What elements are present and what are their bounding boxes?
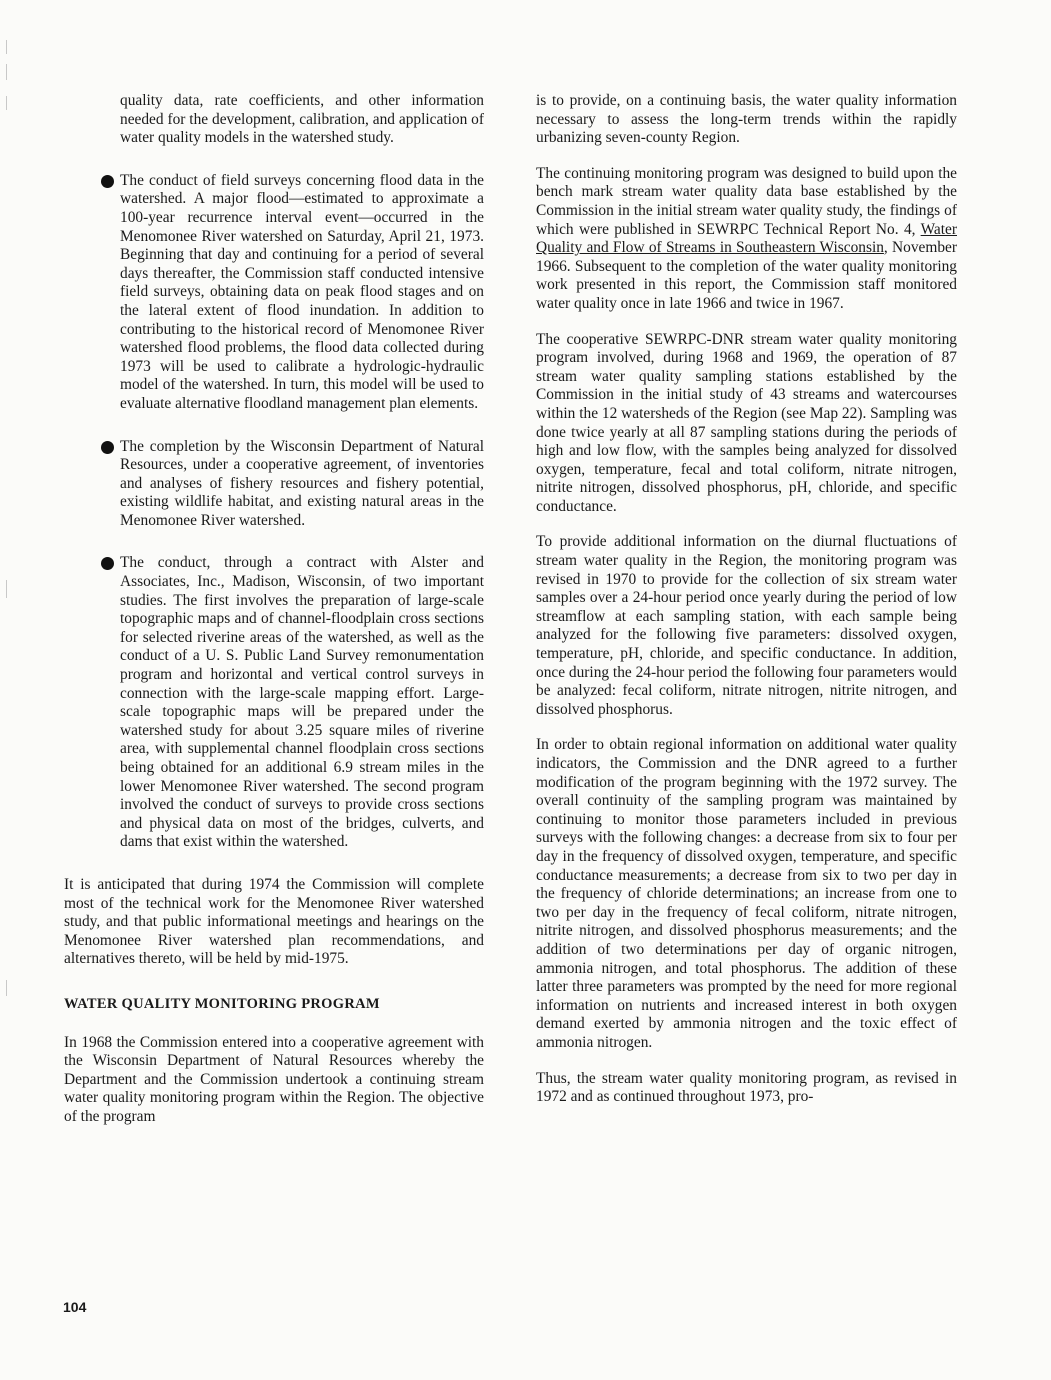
report-title-link: Water Quality and Flow of Streams in Southeastern Wisconsin: [536, 220, 957, 257]
scan-edge-mark: [6, 96, 7, 110]
scan-edge-mark: [6, 580, 7, 598]
paragraph-continuing-program: [536, 165, 957, 314]
bullet-item-alster-contract: [64, 554, 484, 852]
page-number: 104: [63, 1299, 87, 1315]
section-heading: WATER QUALITY MONITORING PROGRAM: [64, 995, 380, 1012]
paragraph-cooperative-program: The cooperative SEWRPC-DNR stream water quality monitoring program involved, during 1968 and 1969, the operation of 87 stream water quality sampling stations established by the Commission in the initial study of 43 streams and watercourses within the 12 watersheds of the Region (see Map 22). Sampling was done twice yearly at all 87 sampling stations during the periods of high and low flow, with the samples being analyzed for dissolved oxygen, temperature, fecal and total coliform, nitrate nitrogen, nitrite nitrogen, dissolved phosphorus, pH, chloride, and specific conductance.: [536, 330, 957, 515]
bullet-text: The conduct, through a contract with Alster and Associates, Inc., Madison, Wisconsin, of two important studies. The first involves the preparation of large-scale topographic maps and of channel-floodplain cross sections for selected riverine areas of the watershed, as well as the conduct of a U. S. Public Land Survey remonumentation program and horizontal and vertical control surveys in connection with the large-scale mapping effort. Large-scale topographic maps will be prepared under the watershed study for about 3.25 square miles of riverine area, with supplemental channel floodplain cross sections being obtained for an additional 6.9 stream miles in the lower Menomonee River watershed. The second program involved the conduct of surveys to provide cross sections and physical data on most of the bridges, culverts, and dams that exist within the watershed.: [120, 554, 484, 851]
left-column: [64, 92, 484, 1144]
bullet-item-dnr-inventories: [64, 438, 484, 531]
scan-edge-mark: [6, 40, 7, 54]
bullet-text: The conduct of field surveys concerning flood data in the watershed. A major flood—estimated to approximate a 100-year recurrence interval event—occurred in the Menomonee River watershed on Saturday, April 21, 1973. Beginning that day and continuing for a period of several days thereafter, the Commission staff conducted intensive field surveys, obtaining data on peak flood stages and on the lateral extent of flood inundation. In addition to contributing to the historical record of Menomonee River watershed flood problems, the flood data collected during 1973 will be used to calibrate a hydrologic-hydraulic model of the watershed. In turn, this model will be used to evaluate alternative floodland management plan elements.: [120, 171, 484, 412]
paragraph-anticipated: It is anticipated that during 1974 the Commission will complete most of the technical work for the Menomonee River watershed study, and that public informational meetings and hearings on the Menomonee River watershed plan recommendations, and alternatives thereto, will be held by mid-1975.: [64, 875, 484, 968]
paragraph-thus: Thus, the stream water quality monitoring program, as revised in 1972 and as continued throughout 1973, pro-: [536, 1069, 957, 1106]
bullet-dot-icon: [101, 175, 114, 188]
bullet-item-flood-surveys: [64, 172, 484, 414]
paragraph-text: The continuing monitoring program was designed to build upon the bench mark stream water quality data base established by the Commission in the initial stream water quality study, the findings of which were published in SEWRPC Technical Report No. 4,: [536, 164, 957, 238]
paragraph-1968: In 1968 the Commission entered into a cooperative agreement with the Wisconsin Department of Natural Resources whereby the Department and the Commission undertook a continuing stream water quality monitoring program within the Region. The objective of the program: [64, 1033, 484, 1125]
right-continuation-text: is to provide, on a continuing basis, the water quality information necessary to assess the long-term trends within the rapidly urbanizing seven-county Region.: [536, 92, 957, 147]
paragraph-regional-information: In order to obtain regional information on additional water quality indicators, the Commission and the DNR agreed to a further modification of the program beginning with the 1972 survey. The overall continuity of the sampling program was maintained by continuing to monitor those parameters included in previous surveys with the following changes: a decrease from six to four per day in the frequency of dissolved oxygen, temperature, and specific conductance measurements; a decrease from six to two per day in the frequency of chloride determinations; an increase from one to two per day in the frequency of fecal coliform, nitrate nitrogen, nitrite nitrogen, and dissolved phosphorus measurements; and the addition of two determinations per day of organic nitrogen, ammonia nitrogen, and total phosphorus. The addition of these latter three parameters was prompted by the need for more regional information on nutrients and increased interest in both oxygen demand exerted by ammonia nitrogen and the toxic effect of ammonia nitrogen.: [536, 736, 957, 1051]
bullet-text: The completion by the Wisconsin Department of Natural Resources, under a cooperative agreement, of inventories and analyses of fishery resources and fishery potential, existing wildlife habitat, and existing natural areas in the Menomonee River watershed.: [120, 437, 484, 529]
scan-edge-mark: [6, 980, 7, 996]
bullet-dot-icon: [101, 441, 114, 454]
paragraph-text: , November 1966. Subsequent to the completion of the water quality monitoring work presented in this report, the Commission staff monitored water quality once in late 1966 and twice in 1967.: [536, 239, 958, 312]
right-column: [536, 92, 957, 1124]
bullet-dot-icon: [101, 557, 114, 570]
paragraph-diurnal: To provide additional information on the diurnal fluctuations of stream water quality in the Region, the monitoring program was revised in 1970 to provide for the collection of six stream water samples over a 24-hour period once yearly during the period of low streamflow at each sampling station, with each sample being analyzed for the following five parameters: dissolved oxygen, temperature, pH, chloride, and specific conductance. In addition, once during the 24-hour period the following four parameters would be analyzed: fecal coliform, nitrate nitrogen, nitrite nitrogen, and dissolved phosphorus.: [536, 533, 957, 718]
left-continuation-text: quality data, rate coefficients, and other information needed for the development, calibration, and application of water quality models in the watershed study.: [120, 92, 484, 147]
scan-edge-mark: [6, 64, 7, 80]
